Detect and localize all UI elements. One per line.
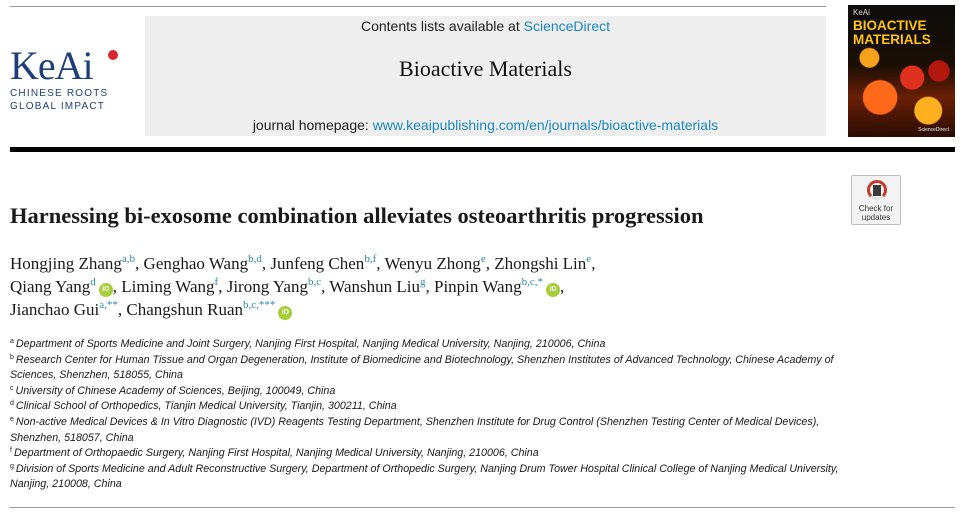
affiliation-text: Department of Sports Medicine and Joint Surgery, Nanjing First Hospital, Nanjing Medical University, Nanjing, 210006, China — [15, 338, 606, 350]
author-name[interactable]: Jianchao Gui — [10, 300, 100, 319]
affiliation-mark: e — [10, 415, 14, 423]
affiliation-marks[interactable]: b,c,*** — [243, 299, 276, 311]
bookmark-icon — [873, 185, 881, 196]
affiliation-marks[interactable]: b,c — [307, 276, 322, 288]
affiliation-list — [10, 337, 840, 493]
logo-tagline-1: CHINESE ROOTS — [10, 88, 109, 99]
crossmark-label-1: Check for — [858, 204, 894, 213]
affiliation-marks[interactable]: e — [480, 253, 486, 265]
author-name[interactable]: Changshun Ruan — [126, 300, 244, 319]
article-title: Harnessing bi-exosome combination alleviates osteoarthritis progression — [10, 203, 704, 228]
crossmark-label — [852, 204, 900, 222]
bottom-rule — [10, 507, 955, 508]
affiliation — [10, 384, 840, 400]
author[interactable] — [384, 254, 485, 273]
affiliation-marks[interactable]: g — [420, 276, 426, 288]
affiliation — [10, 399, 840, 415]
author-name[interactable]: Genghao Wang — [143, 254, 249, 273]
affiliation-text: Clinical School of Orthopedics, Tianjin Medical University, Tianjin, 300211, China — [15, 400, 397, 413]
author-separator: , — [485, 254, 495, 273]
author-line — [10, 252, 840, 275]
affiliation-mark: a — [10, 338, 14, 345]
author[interactable] — [121, 277, 218, 296]
author-name[interactable]: Junfeng Chen — [270, 254, 365, 273]
orcid-icon[interactable]: iD — [546, 283, 560, 297]
author-list — [10, 252, 840, 321]
affiliation-mark: f — [10, 447, 12, 455]
logo-dot-icon — [108, 50, 118, 60]
top-rule — [10, 6, 826, 7]
author-separator: , — [218, 277, 227, 296]
logo-tagline-2: GLOBAL IMPACT — [10, 101, 106, 112]
logo-word-text: KeAi — [10, 43, 93, 88]
author[interactable] — [270, 254, 376, 273]
author-separator: , — [112, 277, 122, 296]
cover-footer: ScienceDirect — [918, 127, 949, 133]
journal-banner — [145, 16, 826, 136]
homepage-prefix: journal homepage: — [252, 117, 373, 133]
journal-name[interactable]: Bioactive Materials — [399, 56, 572, 81]
author-separator: , — [321, 277, 330, 296]
author[interactable] — [10, 300, 118, 319]
affiliation-text: Division of Sports Medicine and Adult Reconstructive Surgery, Department of Orthopedic Surgery, Nanjing Drum Tower Hospital Clinical College of Nanjing Medical University, Nanjing, 210008, China — [10, 462, 839, 491]
author-name[interactable]: Zhongshi Lin — [494, 254, 587, 273]
author-name[interactable]: Hongjing Zhang — [10, 254, 122, 273]
affiliation-marks[interactable]: f — [214, 276, 219, 288]
orcid-icon[interactable]: iD — [99, 283, 113, 297]
author-separator: , — [559, 277, 565, 296]
affiliation-marks[interactable]: b,d — [248, 253, 262, 265]
affiliation — [10, 337, 840, 353]
cover-title-line-2: MATERIALS — [853, 32, 931, 47]
journal-cover-image[interactable] — [848, 5, 955, 137]
author[interactable] — [329, 277, 425, 296]
author[interactable] — [10, 277, 113, 296]
homepage-link[interactable]: www.keaipublishing.com/en/journals/bioactive-materials — [372, 117, 719, 133]
author-separator: , — [376, 254, 385, 273]
affiliation-text: Research Center for Human Tissue and Organ Degeneration, Institute of Biomedicine and Biotechnology, Shenzhen Institutes of Advanced Technology, Chinese Academy of Sciences, Shenzhen, 518055, China — [10, 353, 834, 382]
affiliation — [10, 462, 840, 493]
author-line — [10, 275, 840, 298]
author-name[interactable]: Qiang Yang — [10, 277, 91, 296]
author-separator: , — [117, 300, 127, 319]
header-divider — [10, 147, 955, 152]
affiliation-marks[interactable]: e — [586, 253, 592, 265]
author-separator: , — [135, 254, 144, 273]
author[interactable] — [494, 254, 591, 273]
logo-wordmark — [10, 43, 125, 88]
check-for-updates-button[interactable] — [851, 175, 901, 225]
orcid-icon[interactable]: iD — [278, 306, 292, 320]
affiliation — [10, 446, 840, 462]
affiliation-text: Non-active Medical Devices & In Vitro Diagnostic (IVD) Reagents Testing Department, Shenzhen Institute for Drug Control (Shenzhen Testing Center of Medical Devices), Shenzhen, 518057, China — [10, 415, 820, 444]
author-separator: , — [425, 277, 434, 296]
author[interactable] — [144, 254, 262, 273]
affiliation-mark: g — [10, 462, 14, 470]
affiliation-marks[interactable]: b,c,* — [521, 276, 543, 288]
affiliation-text: Department of Orthopaedic Surgery, Nanjing First Hospital, Nanjing Medical University, Nanjing, 210006, China — [13, 447, 539, 460]
affiliation-mark: d — [10, 400, 14, 408]
keai-logo[interactable] — [10, 43, 125, 112]
author-separator: , — [591, 254, 596, 273]
author-name[interactable]: Pinpin Wang — [434, 277, 522, 296]
author[interactable] — [10, 254, 135, 273]
cover-publisher: KeAi — [853, 8, 870, 17]
author-name[interactable]: Wenyu Zhong — [384, 254, 481, 273]
affiliation-marks[interactable]: a,b — [121, 253, 136, 265]
author[interactable] — [126, 300, 292, 319]
affiliation-marks[interactable]: a,** — [99, 299, 118, 311]
author-name[interactable]: Jirong Yang — [226, 277, 308, 296]
affiliation-marks[interactable]: b,f — [364, 253, 377, 265]
author-name[interactable]: Liming Wang — [121, 277, 215, 296]
homepage-line — [145, 117, 826, 133]
contents-line — [145, 18, 826, 34]
cover-title — [853, 19, 931, 47]
author-line — [10, 298, 840, 321]
contents-prefix: Contents lists available at — [360, 18, 524, 34]
crossmark-label-2: updates — [861, 213, 891, 222]
author[interactable] — [434, 277, 560, 296]
affiliation-mark: b — [10, 353, 14, 361]
author-name[interactable]: Wanshun Liu — [329, 277, 420, 296]
author[interactable] — [227, 277, 321, 296]
affiliation-marks[interactable]: d — [90, 276, 96, 288]
author-separator: , — [261, 254, 271, 273]
affiliation — [10, 415, 840, 446]
sciencedirect-link[interactable]: ScienceDirect — [523, 18, 610, 34]
affiliation — [10, 353, 840, 384]
affiliation-mark: c — [10, 384, 14, 392]
affiliation-text: University of Chinese Academy of Sciences, Beijing, 100049, China — [15, 384, 336, 397]
cover-title-line-1: BIOACTIVE — [853, 18, 927, 33]
